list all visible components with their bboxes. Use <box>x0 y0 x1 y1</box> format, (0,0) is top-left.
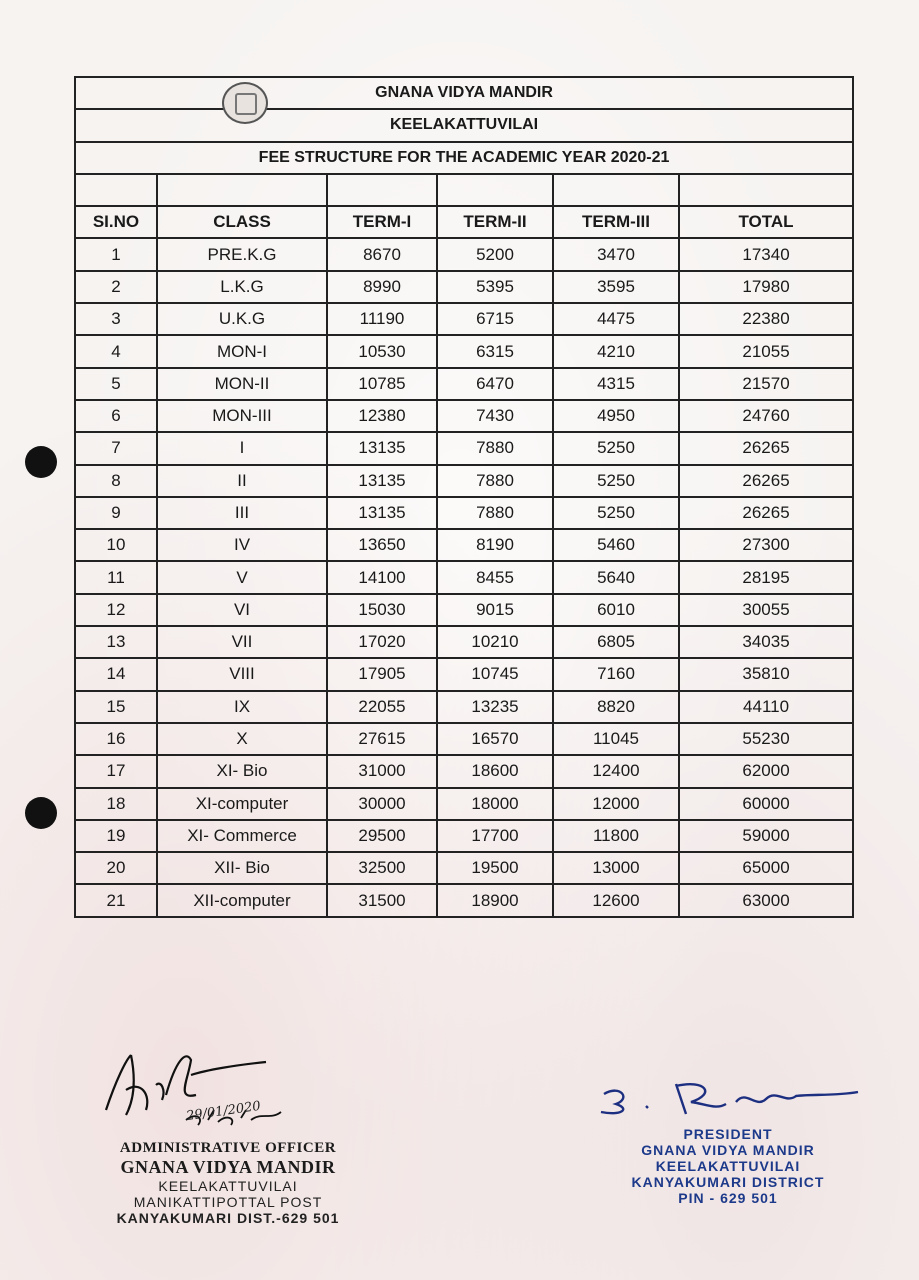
table-cell: 7430 <box>437 400 553 432</box>
table-cell: 30000 <box>327 788 437 820</box>
stamp-district: KANYAKUMARI DIST.-629 501 <box>116 1210 340 1226</box>
stamp-place: KEELAKATTUVILAI <box>158 1178 298 1194</box>
table-cell: 21 <box>75 884 157 916</box>
table-cell: 10745 <box>437 658 553 690</box>
stamp-school-name: GNANA VIDYA MANDIR <box>641 1142 815 1158</box>
table-cell: 5250 <box>553 497 679 529</box>
table-cell: II <box>157 465 327 497</box>
table-row <box>75 755 853 787</box>
stamp-designation: PRESIDENT <box>683 1126 773 1142</box>
table-cell: XI-computer <box>157 788 327 820</box>
school-name: GNANA VIDYA MANDIR <box>75 77 853 109</box>
table-cell: 29500 <box>327 820 437 852</box>
table-cell: 19 <box>75 820 157 852</box>
table-cell: 30055 <box>679 594 853 626</box>
table-cell: 5200 <box>437 238 553 270</box>
table-cell: 24760 <box>679 400 853 432</box>
table-cell: 31500 <box>327 884 437 916</box>
table-cell: 9 <box>75 497 157 529</box>
table-cell: 5395 <box>437 271 553 303</box>
table-row <box>75 497 853 529</box>
column-header: TERM-III <box>553 206 679 238</box>
table-cell: 8455 <box>437 561 553 593</box>
president-signature <box>596 1074 866 1124</box>
table-cell: 27615 <box>327 723 437 755</box>
table-cell: 7160 <box>553 658 679 690</box>
table-cell: 7880 <box>437 497 553 529</box>
stamp-place: KEELAKATTUVILAI <box>655 1158 801 1174</box>
column-header: TOTAL <box>679 206 853 238</box>
table-cell: 12000 <box>553 788 679 820</box>
table-cell: 22055 <box>327 691 437 723</box>
table-cell: 11 <box>75 561 157 593</box>
table-row <box>75 723 853 755</box>
table-cell: 8670 <box>327 238 437 270</box>
column-header-row <box>75 206 853 238</box>
table-cell: 14100 <box>327 561 437 593</box>
table-row <box>75 368 853 400</box>
table-cell: 9015 <box>437 594 553 626</box>
table-cell: 11045 <box>553 723 679 755</box>
table-row <box>75 271 853 303</box>
table-cell: 21570 <box>679 368 853 400</box>
school-place: KEELAKATTUVILAI <box>75 109 853 141</box>
table-cell: XI- Commerce <box>157 820 327 852</box>
document-title: FEE STRUCTURE FOR THE ACADEMIC YEAR 2020-21 <box>75 142 853 174</box>
stamp-post: MANIKATTIPOTTAL POST <box>133 1194 323 1210</box>
table-cell: 13000 <box>553 852 679 884</box>
table-cell: X <box>157 723 327 755</box>
stamp-district: KANYAKUMARI DISTRICT <box>631 1174 825 1190</box>
stamp-school-name: GNANA VIDYA MANDIR <box>120 1157 336 1177</box>
table-row <box>75 691 853 723</box>
table-cell: MON-III <box>157 400 327 432</box>
table-cell: 4315 <box>553 368 679 400</box>
table-cell: 17 <box>75 755 157 787</box>
table-cell: 62000 <box>679 755 853 787</box>
punch-hole <box>25 446 57 478</box>
table-cell: 13135 <box>327 432 437 464</box>
table-cell: 20 <box>75 852 157 884</box>
table-cell: 10785 <box>327 368 437 400</box>
table-row <box>75 594 853 626</box>
table-cell: 12400 <box>553 755 679 787</box>
table-cell: 6010 <box>553 594 679 626</box>
signature-date: 29/01/2020 <box>185 1098 262 1125</box>
table-cell: U.K.G <box>157 303 327 335</box>
table-cell: 44110 <box>679 691 853 723</box>
table-cell: 19500 <box>437 852 553 884</box>
table-cell: IX <box>157 691 327 723</box>
table-cell: 28195 <box>679 561 853 593</box>
table-cell: 26265 <box>679 465 853 497</box>
table-cell: 6715 <box>437 303 553 335</box>
table-row <box>75 303 853 335</box>
table-cell: 3 <box>75 303 157 335</box>
table-row <box>75 238 853 270</box>
table-cell: 4950 <box>553 400 679 432</box>
table-cell: 5250 <box>553 432 679 464</box>
table-cell: 27300 <box>679 529 853 561</box>
table-cell: 13 <box>75 626 157 658</box>
table-cell: 4210 <box>553 335 679 367</box>
table-row <box>75 335 853 367</box>
table-cell: 8 <box>75 465 157 497</box>
table-cell: 13235 <box>437 691 553 723</box>
table-cell: 17700 <box>437 820 553 852</box>
president-stamp <box>608 1126 848 1206</box>
table-cell: III <box>157 497 327 529</box>
table-cell: 3595 <box>553 271 679 303</box>
table-cell: 18600 <box>437 755 553 787</box>
table-cell: 34035 <box>679 626 853 658</box>
table-cell: 7880 <box>437 432 553 464</box>
administrative-officer-stamp <box>98 1140 358 1226</box>
table-cell: 63000 <box>679 884 853 916</box>
blank-row <box>75 174 853 206</box>
table-row <box>75 432 853 464</box>
table-cell: 21055 <box>679 335 853 367</box>
table-row <box>75 400 853 432</box>
table-cell: XII-computer <box>157 884 327 916</box>
table-cell: 8990 <box>327 271 437 303</box>
table-cell: MON-I <box>157 335 327 367</box>
table-cell: 5250 <box>553 465 679 497</box>
table-cell: L.K.G <box>157 271 327 303</box>
table-cell: 7880 <box>437 465 553 497</box>
table-cell: 16570 <box>437 723 553 755</box>
table-row <box>75 852 853 884</box>
table-cell: 6315 <box>437 335 553 367</box>
table-cell: 2 <box>75 271 157 303</box>
table-cell: VII <box>157 626 327 658</box>
table-cell: VIII <box>157 658 327 690</box>
table-cell: XI- Bio <box>157 755 327 787</box>
table-cell: 5 <box>75 368 157 400</box>
table-cell: 11190 <box>327 303 437 335</box>
punch-hole <box>25 797 57 829</box>
table-cell: 4475 <box>553 303 679 335</box>
column-header: TERM-II <box>437 206 553 238</box>
table-cell: 5640 <box>553 561 679 593</box>
table-row <box>75 788 853 820</box>
table-cell: 18000 <box>437 788 553 820</box>
table-cell: 14 <box>75 658 157 690</box>
stamp-designation: ADMINISTRATIVE OFFICER <box>119 1140 337 1156</box>
table-cell: 13135 <box>327 497 437 529</box>
table-cell: 12380 <box>327 400 437 432</box>
table-cell: 7 <box>75 432 157 464</box>
table-cell: 1 <box>75 238 157 270</box>
table-cell: 18900 <box>437 884 553 916</box>
table-cell: 13650 <box>327 529 437 561</box>
column-header: TERM-I <box>327 206 437 238</box>
table-cell: 17020 <box>327 626 437 658</box>
table-cell: 6470 <box>437 368 553 400</box>
table-row <box>75 884 853 916</box>
table-cell: V <box>157 561 327 593</box>
table-cell: 26265 <box>679 432 853 464</box>
table-cell: 5460 <box>553 529 679 561</box>
table-cell: XII- Bio <box>157 852 327 884</box>
table-row <box>75 465 853 497</box>
table-row <box>75 626 853 658</box>
table-row <box>75 658 853 690</box>
table-cell: 16 <box>75 723 157 755</box>
stamp-pin: PIN - 629 501 <box>678 1190 778 1206</box>
table-cell: 12 <box>75 594 157 626</box>
table-cell: IV <box>157 529 327 561</box>
table-cell: 10 <box>75 529 157 561</box>
table-cell: 26265 <box>679 497 853 529</box>
table-cell: 3470 <box>553 238 679 270</box>
table-cell: 17980 <box>679 271 853 303</box>
table-row <box>75 529 853 561</box>
table-cell: 15030 <box>327 594 437 626</box>
fee-table <box>74 76 854 918</box>
table-cell: 22380 <box>679 303 853 335</box>
column-header: SI.NO <box>75 206 157 238</box>
table-cell: 32500 <box>327 852 437 884</box>
table-cell: 17340 <box>679 238 853 270</box>
column-header: CLASS <box>157 206 327 238</box>
table-cell: 11800 <box>553 820 679 852</box>
table-cell: 10530 <box>327 335 437 367</box>
table-cell: 35810 <box>679 658 853 690</box>
table-cell: 6805 <box>553 626 679 658</box>
table-cell: 31000 <box>327 755 437 787</box>
table-cell: 4 <box>75 335 157 367</box>
table-cell: 8190 <box>437 529 553 561</box>
table-cell: 17905 <box>327 658 437 690</box>
table-cell: 55230 <box>679 723 853 755</box>
table-cell: 60000 <box>679 788 853 820</box>
table-cell: MON-II <box>157 368 327 400</box>
table-cell: 12600 <box>553 884 679 916</box>
school-logo <box>222 82 268 124</box>
table-cell: I <box>157 432 327 464</box>
table-cell: PRE.K.G <box>157 238 327 270</box>
table-row <box>75 561 853 593</box>
table-cell: 6 <box>75 400 157 432</box>
table-cell: 8820 <box>553 691 679 723</box>
table-cell: 10210 <box>437 626 553 658</box>
fee-document <box>74 76 852 918</box>
table-cell: 13135 <box>327 465 437 497</box>
table-cell: 59000 <box>679 820 853 852</box>
table-cell: 18 <box>75 788 157 820</box>
table-cell: 15 <box>75 691 157 723</box>
table-cell: VI <box>157 594 327 626</box>
table-cell: 65000 <box>679 852 853 884</box>
table-row <box>75 820 853 852</box>
